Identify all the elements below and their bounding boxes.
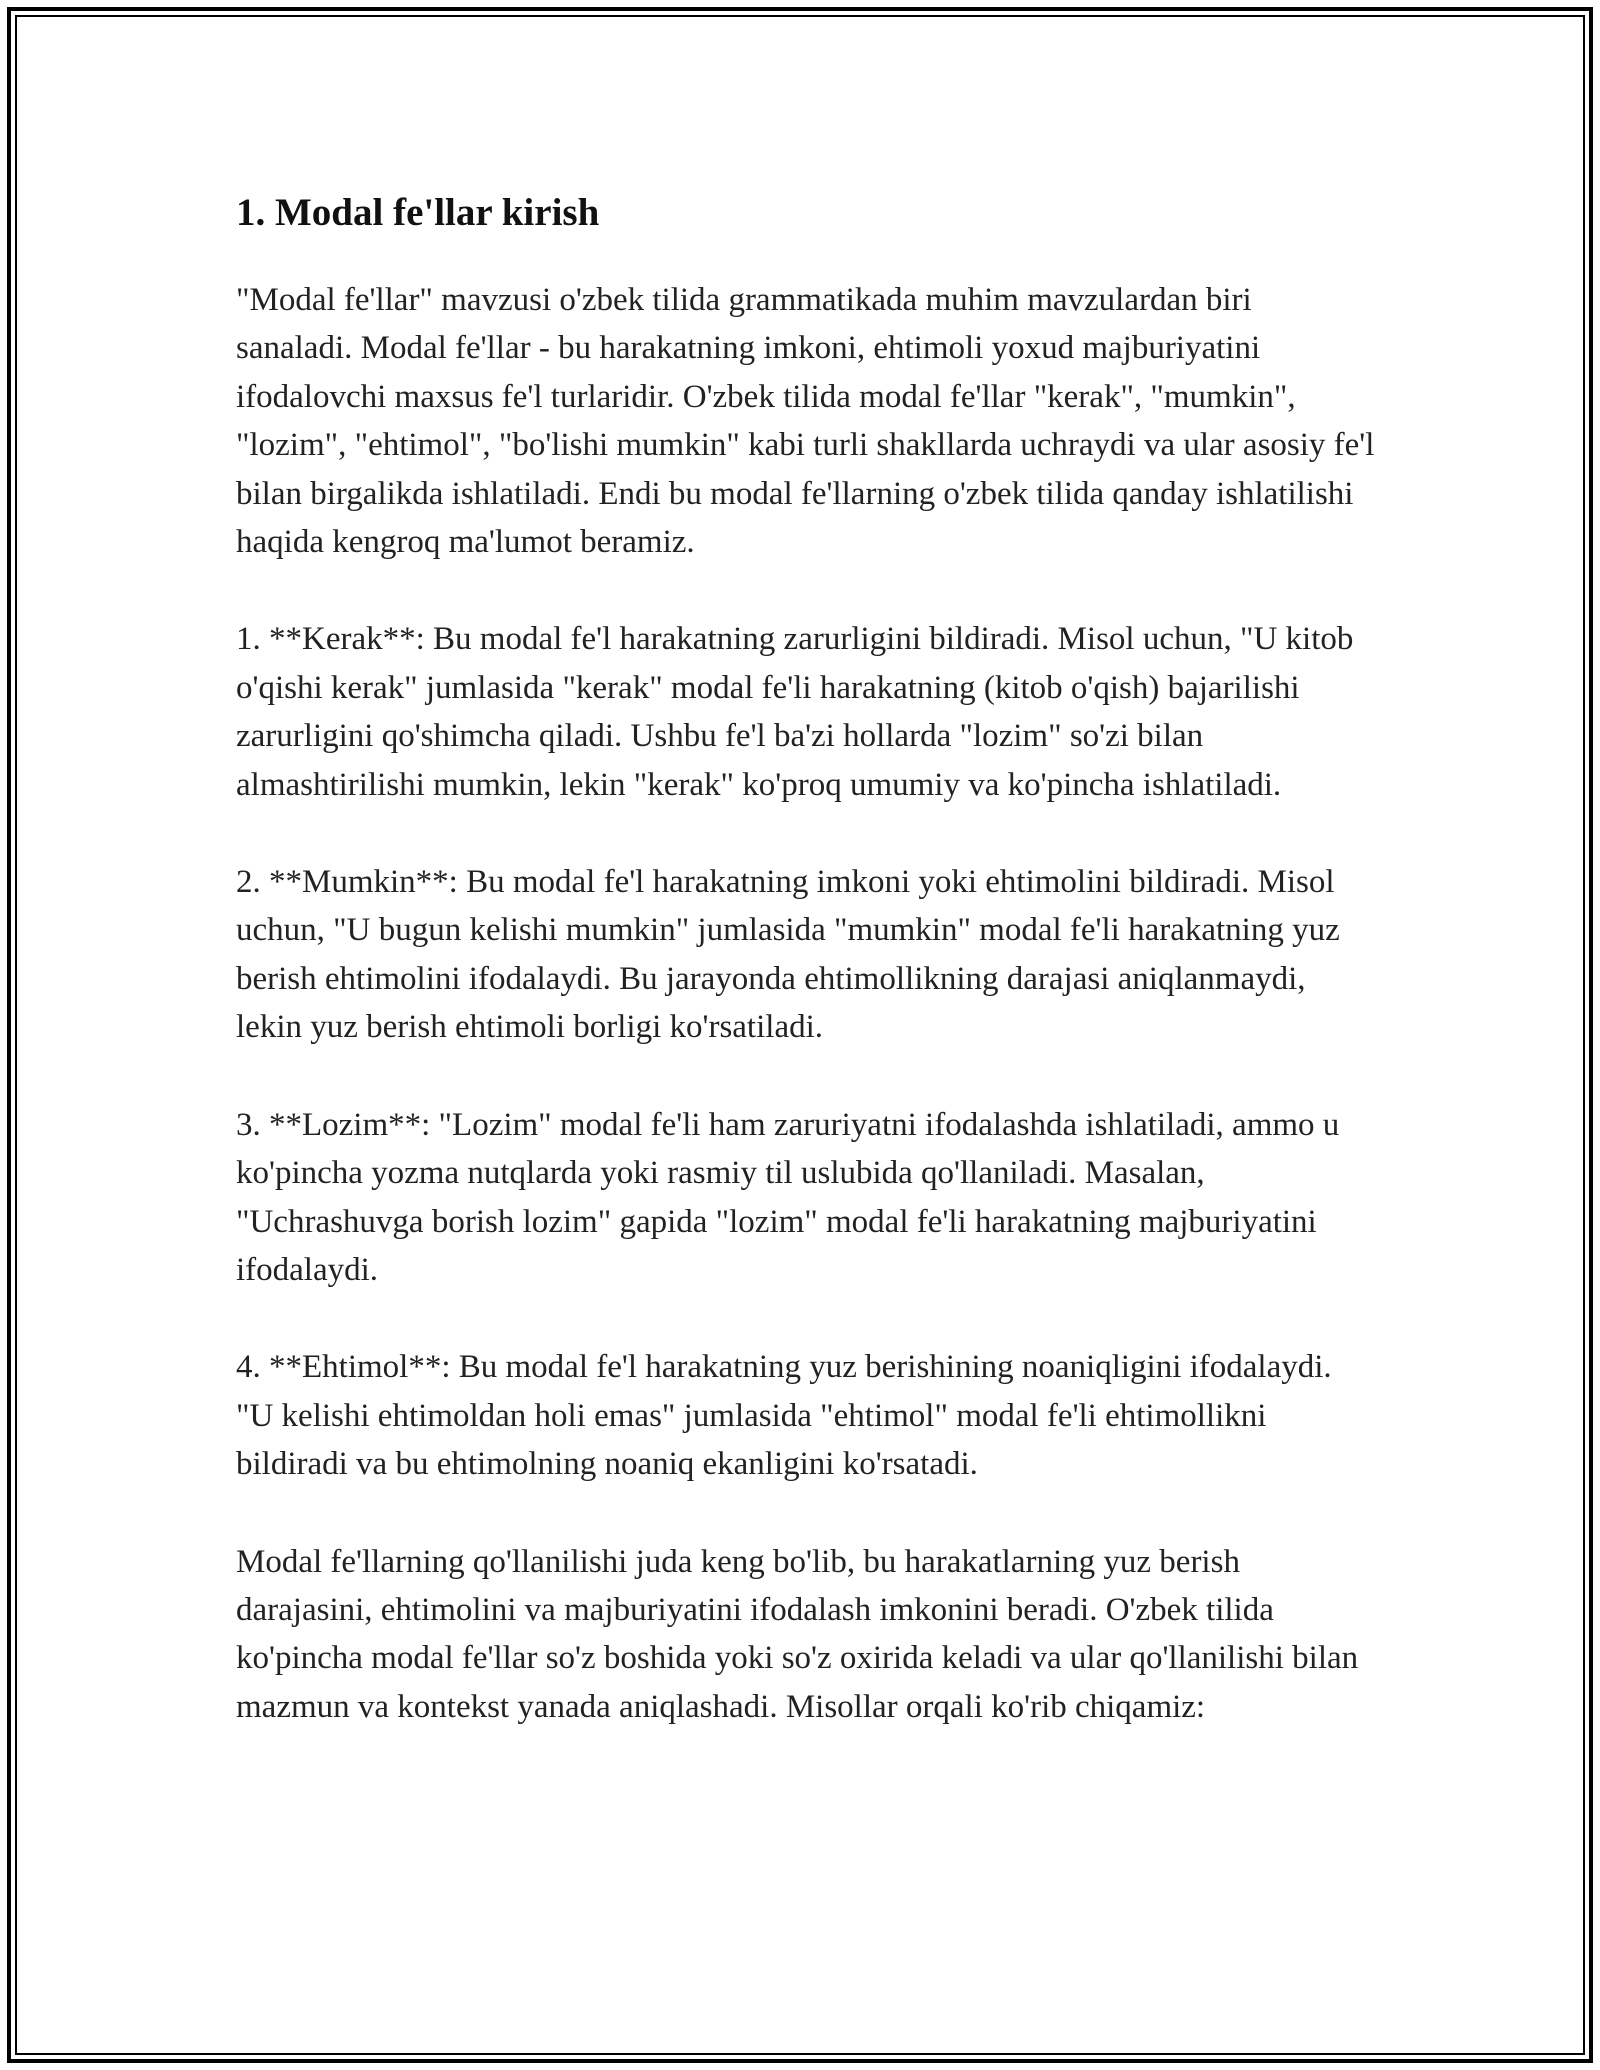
intro-paragraph: "Modal fe'llar" mavzusi o'zbek tilida grammatikada muhim mavzulardan biri sanaladi. Modal fe'llar - bu harakatning imkoni, ehtimoli yoxud majburiyatini ifodalovchi maxsus fe'l turlaridir. O'zbek tilida modal fe'llar "kerak", "mumkin", "lozim", "ehtimol", "bo'lishi mumkin" kabi turli shakllarda uchraydi va ular asosiy fe'l bilan birgalikda ishlatiladi. Endi bu modal fe'llarning o'zbek tilida qanday ishlatilishi haqida kengroq ma'lumot beramiz. bbox=[236, 282, 1375, 561]
kerak-paragraph: 1. **Kerak**: Bu modal fe'l harakatning zarurligini bildiradi. Misol uchun, "U kitob o'qishi kerak" jumlasida "kerak" modal fe'li harakatning (kitob o'qish) bajarilishi zarurligini qo'shimcha qiladi. Ushbu fe'l ba'zi hollarda "lozim" so'zi bilan almashtirilishi mumkin, lekin "kerak" ko'proq umumiy va ko'pincha ishlatiladi. bbox=[236, 621, 1354, 803]
ehtimol-paragraph: 4. **Ehtimol**: Bu modal fe'l harakatning yuz berishining noaniqligini ifodalaydi. "U kelishi ehtimoldan holi emas" jumlasida "ehtimol" modal fe'li ehtimollikni bildiradi va bu ehtimolning noaniq ekanligini ko'rsatadi. bbox=[236, 1349, 1332, 1483]
conclusion-paragraph: Modal fe'llarning qo'llanilishi juda keng bo'lib, bu harakatlarning yuz berish darajasini, ehtimolini va majburiyatini ifodalash imkonini beradi. O'zbek tilida ko'pincha modal fe'llar so'z boshida yoki so'z oxirida keladi va ular qo'llanilishi bilan mazmun va kontekst yanada aniqlashadi. Misollar orqali ko'rib chiqamiz: bbox=[236, 1543, 1359, 1725]
document-body bbox=[236, 180, 1376, 1731]
document-title: 1. Modal fe'llar kirish bbox=[236, 191, 600, 234]
lozim-paragraph: 3. **Lozim**: "Lozim" modal fe'li ham zaruriyatni ifodalashda ishlatiladi, ammo u ko'pincha yozma nutqlarda yoki rasmiy til uslubida qo'llaniladi. Masalan, "Uchrashuvga borish lozim" gapida "lozim" modal fe'li harakatning majburiyatini ifodalaydi. bbox=[236, 1106, 1340, 1288]
mumkin-paragraph: 2. **Mumkin**: Bu modal fe'l harakatning imkoni yoki ehtimolini bildiradi. Misol uchun, "U bugun kelishi mumkin" jumlasida "mumkin" modal fe'li harakatning yuz berish ehtimolini ifodalaydi. Bu jarayonda ehtimollikning darajasi aniqlanmaydi, lekin yuz berish ehtimoli borligi ko'rsatiladi. bbox=[236, 864, 1340, 1046]
